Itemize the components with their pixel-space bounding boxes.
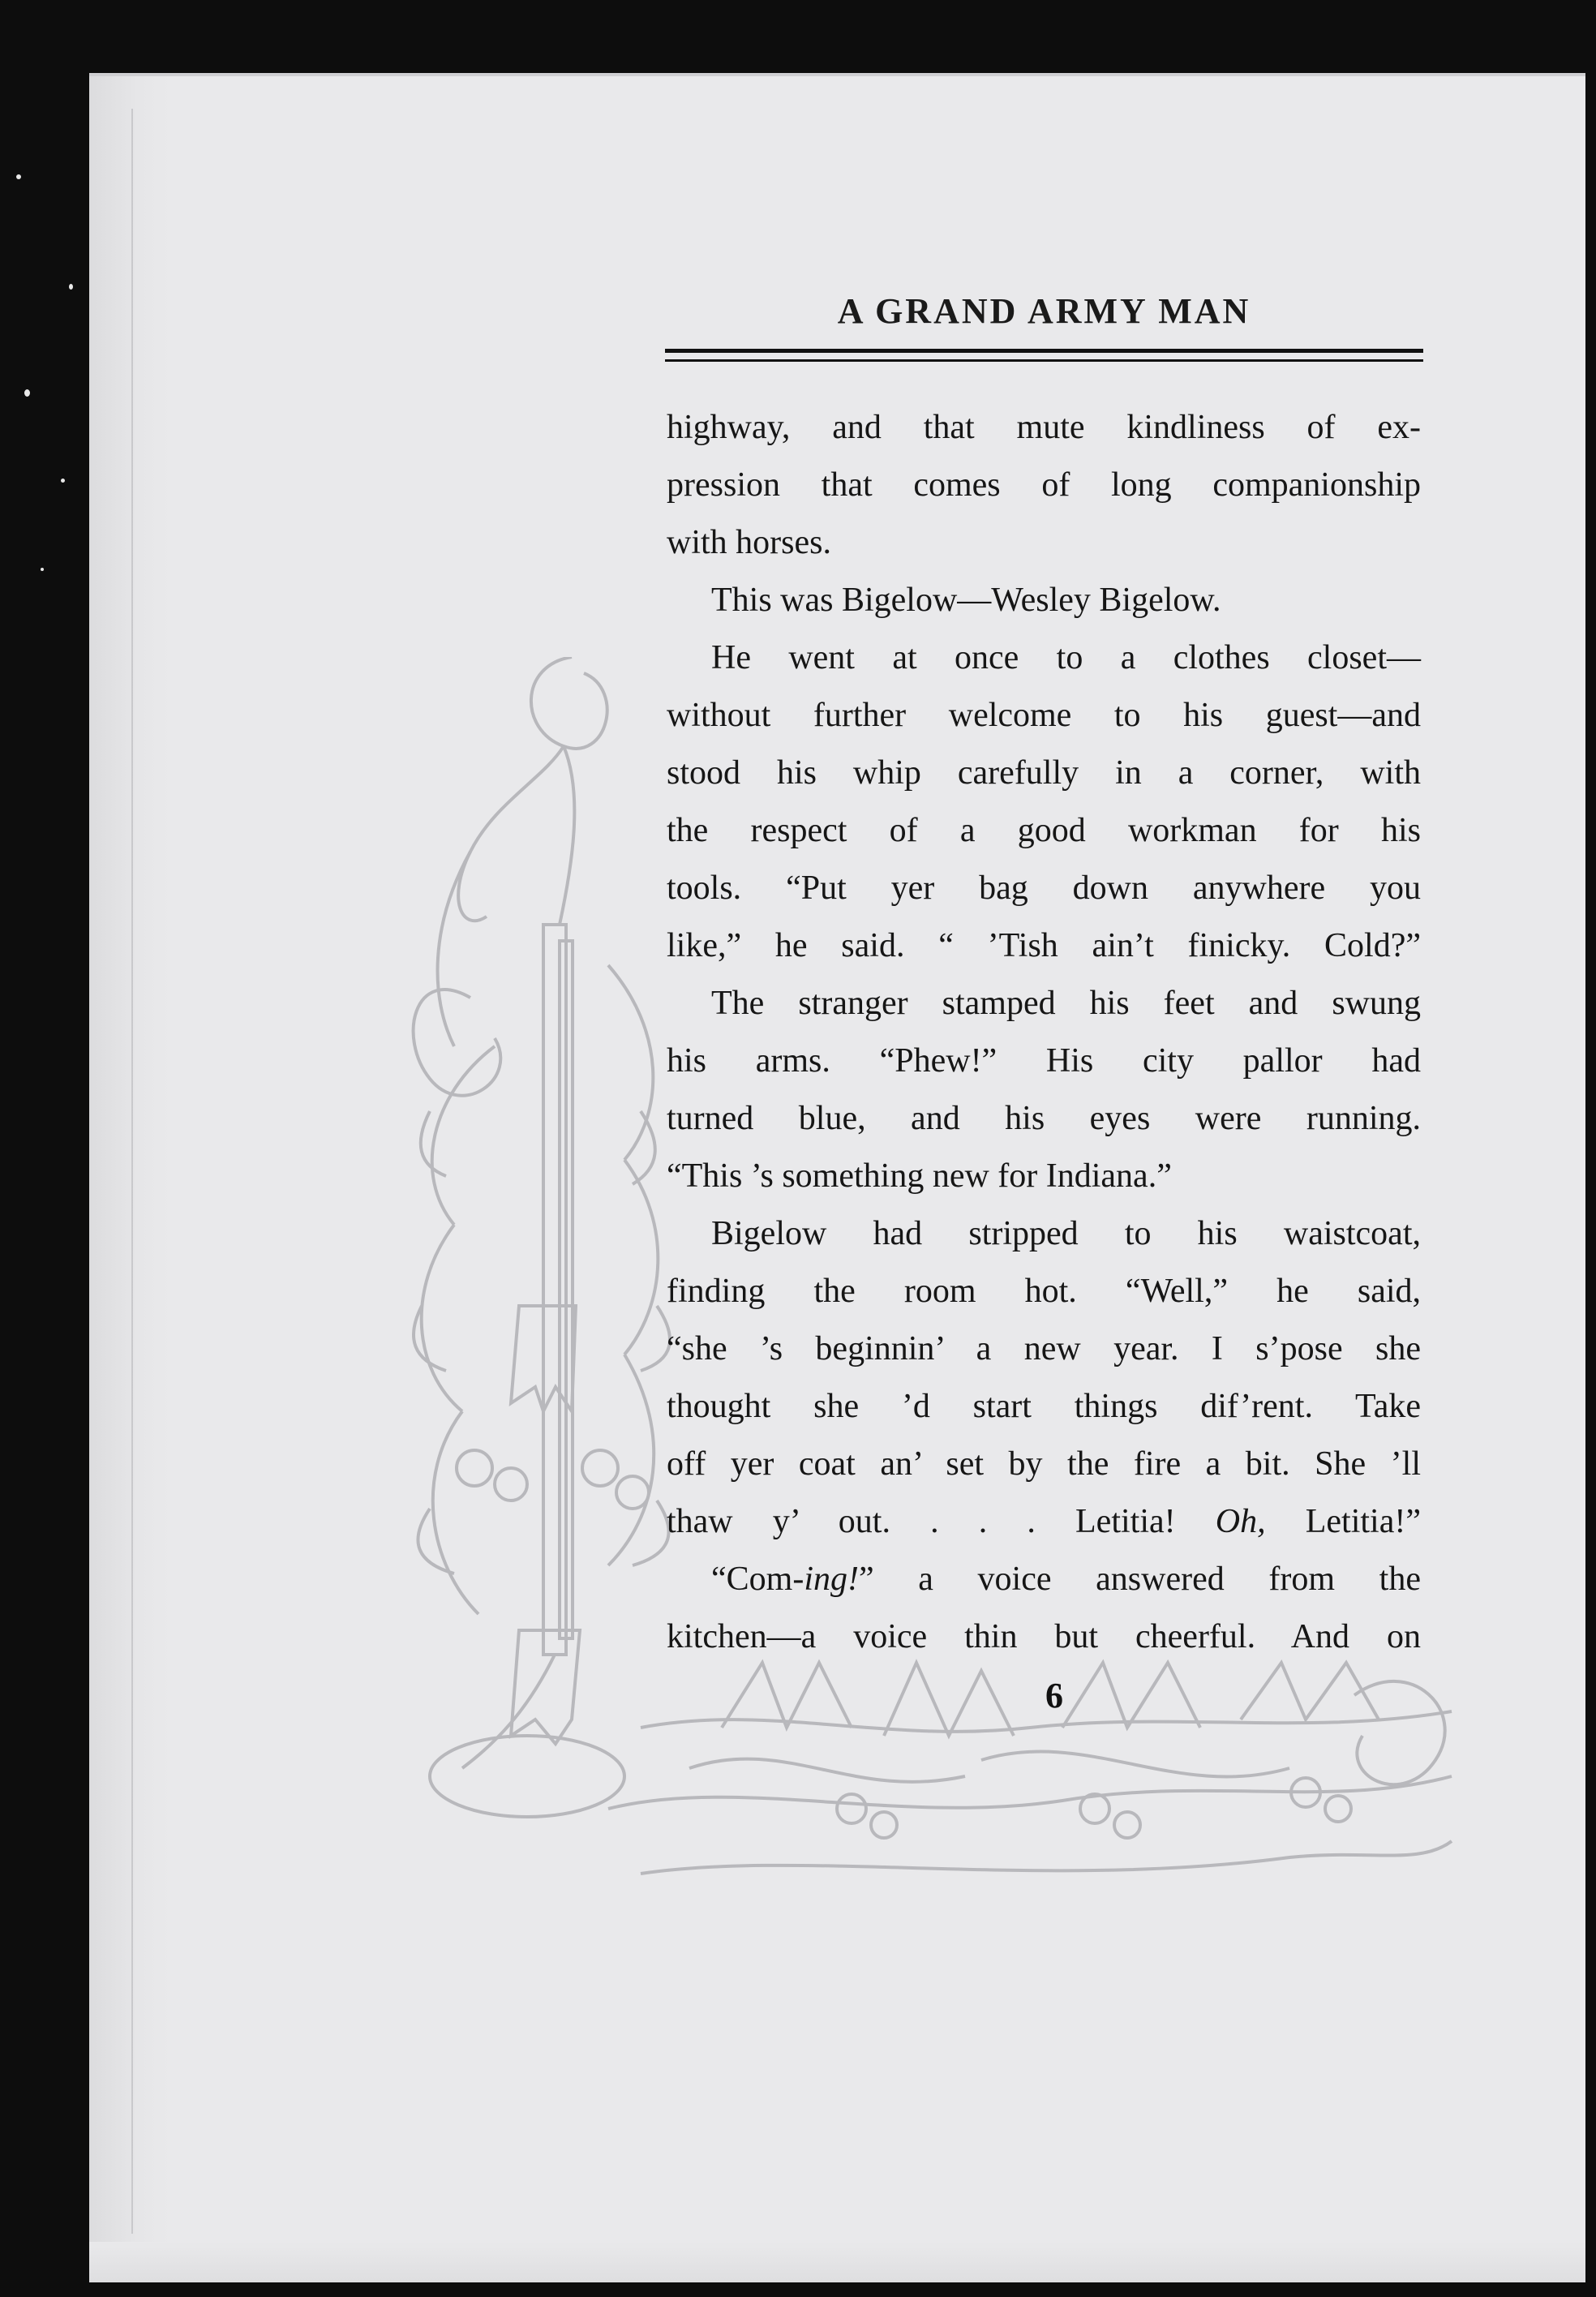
body-text [667, 399, 1421, 1666]
page-number: 6 [1045, 1676, 1063, 1715]
text-line: thought she ’d start things dif’rent. Take [667, 1388, 1421, 1425]
text-line: Bigelow had stripped to his waistcoat, [711, 1215, 1421, 1252]
page-edge [89, 76, 170, 2282]
page-fold-line [131, 109, 133, 2234]
text-line: He went at once to a clothes closet— [711, 639, 1421, 676]
dust-speck [61, 479, 65, 483]
text-line: The stranger stamped his feet and swung [711, 985, 1421, 1022]
text-line: tools. “Put yer bag down anywhere you [667, 869, 1421, 907]
text-line: This was Bigelow—Wesley Bigelow. [711, 582, 1221, 619]
dust-speck [69, 284, 73, 290]
page-bottom-shadow [89, 2242, 1585, 2282]
text-line [667, 1493, 1421, 1551]
text-line: his arms. “Phew!” His city pallor had [667, 1042, 1421, 1080]
text-line: without further welcome to his guest—and [667, 697, 1421, 734]
text-line: turned blue, and his eyes were running. [667, 1100, 1421, 1137]
text-line [667, 1551, 1421, 1608]
italic-text: ing! [804, 1561, 859, 1598]
text-segment: thaw y’ out. . . . Letitia! [667, 1503, 1216, 1540]
text-line: “she ’s beginnin’ a new year. I s’pose she [667, 1330, 1421, 1367]
text-segment: “Com- [711, 1561, 804, 1598]
dust-speck [24, 389, 30, 397]
header-rule-thin [665, 359, 1423, 362]
running-head: A GRAND ARMY MAN [837, 291, 1251, 331]
text-segment: Letitia!” [1265, 1503, 1421, 1540]
text-line: the respect of a good workman for his [667, 812, 1421, 849]
text-line: finding the room hot. “Well,” he said, [667, 1273, 1421, 1310]
text-line: highway, and that mute kindliness of ex- [667, 409, 1421, 446]
text-line: off yer coat an’ set by the fire a bit. She ’ll [667, 1445, 1421, 1483]
italic-text: Oh, [1215, 1503, 1266, 1540]
text-line: kitchen—a voice thin but cheerful. And on [667, 1618, 1421, 1655]
text-line: stood his whip carefully in a corner, with [667, 754, 1421, 792]
header-rule-thick [665, 349, 1423, 353]
dust-speck [41, 568, 44, 571]
text-line: with horses. [667, 524, 831, 561]
text-line: pression that comes of long companionship [667, 466, 1421, 504]
text-segment: ” a voice answered from the [858, 1561, 1421, 1598]
text-line: like,” he said. “ ’Tish ain’t finicky. Cold?” [667, 927, 1421, 964]
text-line: “This ’s something new for Indiana.” [667, 1157, 1172, 1195]
dust-speck [16, 174, 21, 179]
